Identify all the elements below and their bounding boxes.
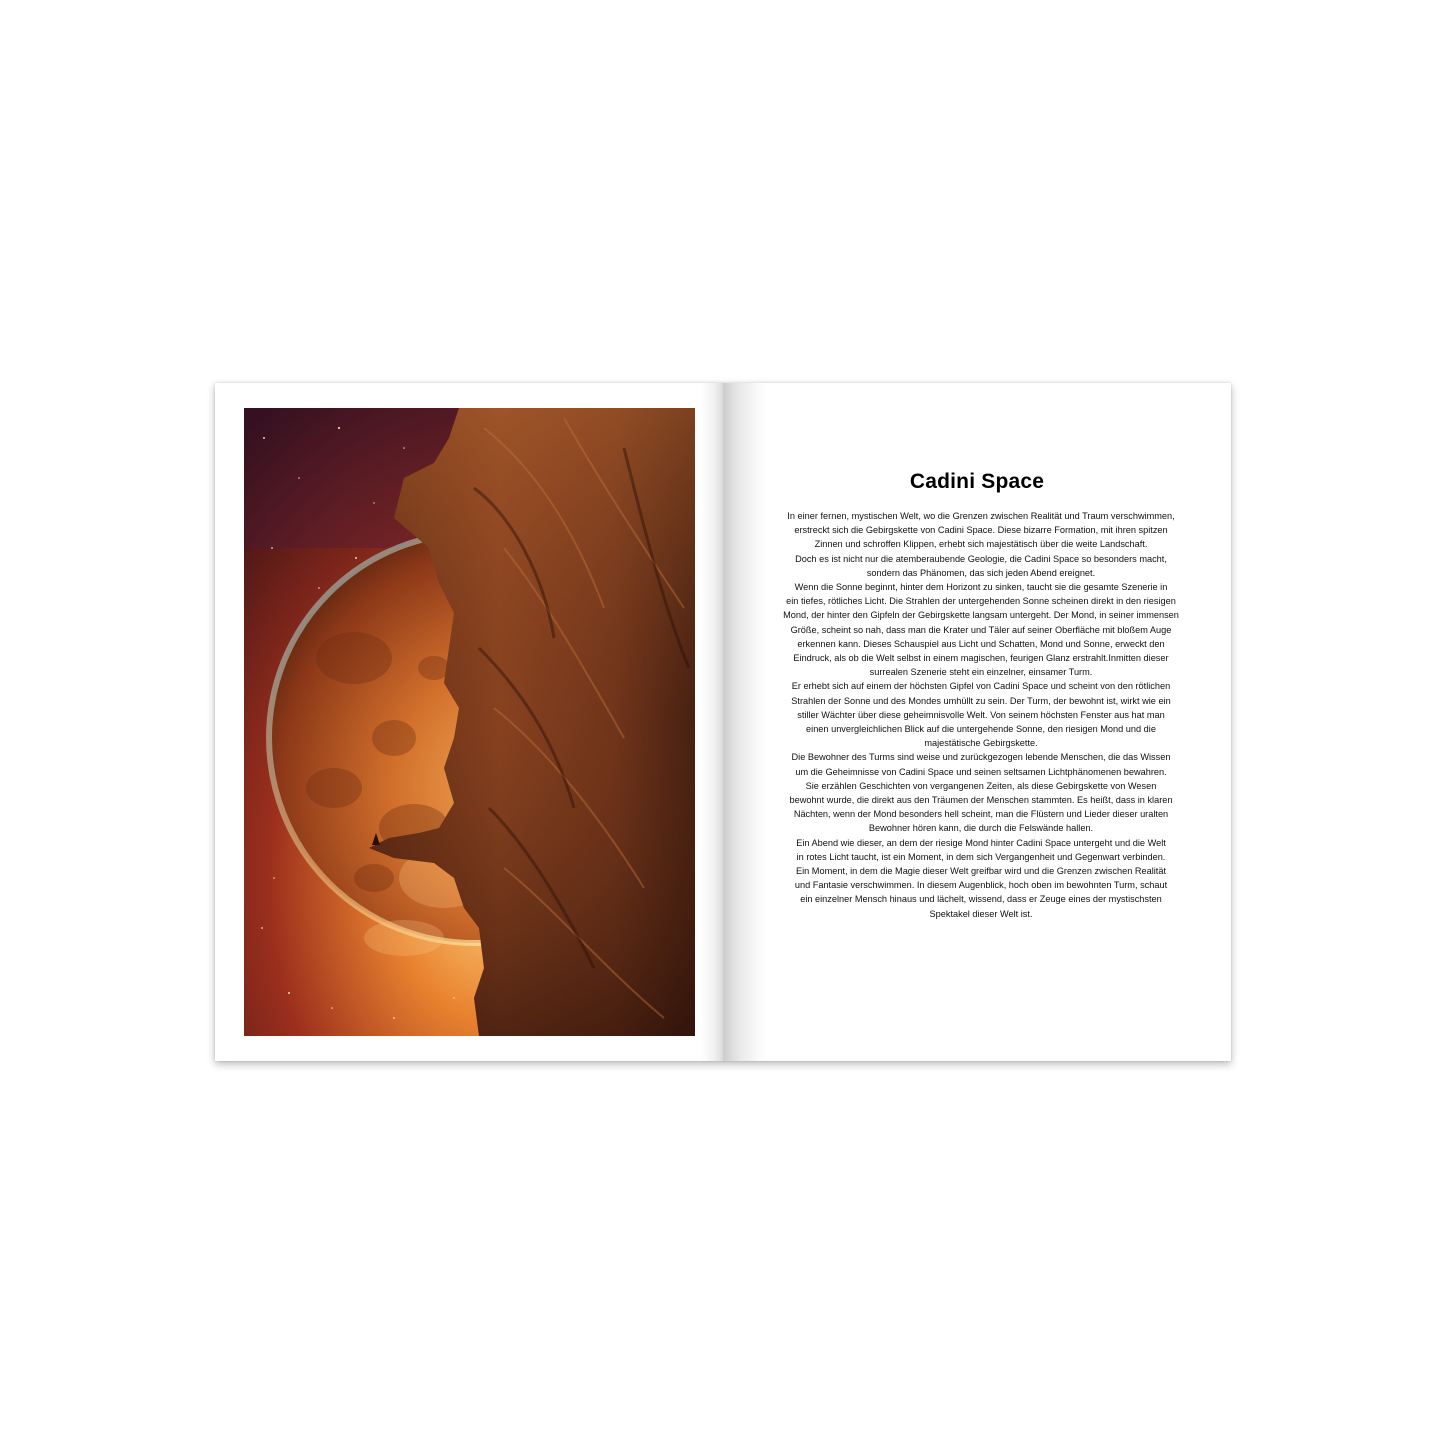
text-line: Ein Moment, in dem die Magie dieser Welt greifbar wird und die Grenzen zwischen Realität [795, 866, 1167, 877]
text-line: erkennen kann. Dieses Schauspiel aus Licht und Schatten, Mond und Sonne, erweckt den [797, 638, 1165, 649]
text-line: Größe, scheint so nah, dass man die Krater und Täler auf seiner Oberfläche mit bloßem Auge [790, 624, 1172, 635]
text-line: Die Bewohner des Turms sind weise und zurückgezogen lebende Menschen, die das Wissen [791, 752, 1171, 763]
text-line: Zinnen und schroffen Klippen, erhebt sich majestätisch über die weite Landschaft. [814, 539, 1148, 550]
text-line: bewohnt wurde, die direkt aus den Träumen der Menschen stammten. Es heißt, dass in klaren [789, 795, 1173, 806]
text-line: majestätische Gebirgskette. [924, 738, 1038, 749]
text-line: um die Geheimnisse von Cadini Space und seinen seltsamen Lichtphänomenen bewahren. [795, 766, 1167, 777]
text-line: und Fantasie verschwimmen. In diesem Augenblick, hoch oben im bewohnten Turm, schaut [794, 880, 1168, 891]
text-line: Spektakel dieser Welt ist. [929, 908, 1033, 919]
text-line: stiller Wächter über diese geheimnisvolle Welt. Von seinem höchsten Fenster aus hat man [797, 709, 1165, 720]
left-page-gutter-shadow [701, 383, 723, 1061]
text-line: Nächten, wenn der Mond besonders hell scheint, man die Flüstern und Lieder dieser uralten [793, 809, 1169, 820]
text-line: Ein Abend wie dieser, an dem der riesige Mond hinter Cadini Space untergeht und die Welt [796, 837, 1166, 848]
moon-landscape-illustration [244, 408, 695, 1036]
text-line: Bewohner hören kann, die durch die Felswände hallen. [868, 823, 1094, 834]
text-line: Strahlen der Sonne und des Mondes umhüllt zu sein. Der Turm, der bewohnt ist, wirkt wie ein [791, 695, 1171, 706]
right-page [723, 383, 1231, 1061]
text-line: Sie erzählen Geschichten von vergangenen Zeiten, als diese Gebirgskette von Wesen [805, 780, 1157, 791]
text-line: erstreckt sich die Gebirgskette von Cadini Space. Diese bizarre Formation, mit ihren spitzen [794, 525, 1168, 536]
page-title: Cadini Space [909, 470, 1045, 493]
text-line: Mond, der hinter den Gipfeln der Gebirgskette langsam untergeht. Der Mond, in seiner immensen [783, 610, 1179, 621]
text-line: Wenn die Sonne beginnt, hinter dem Horizont zu sinken, taucht sie die gesamte Szenerie in [794, 582, 1168, 593]
story-text [771, 509, 1191, 921]
text-line: Er erhebt sich auf einem der höchsten Gipfel von Cadini Space und scheint von den rötlichen [791, 681, 1171, 692]
left-page [215, 383, 723, 1061]
text-line: Doch es ist nicht nur die atemberaubende Geologie, die Cadini Space so besonders macht, [795, 553, 1167, 564]
text-line: sondern das Phänomen, das sich jeden Abend ereignet. [866, 567, 1096, 578]
text-line: surrealen Szenerie steht ein einzelner, einsamer Turm. [869, 667, 1093, 678]
text-line: einen unvergleichlichen Blick auf die untergehende Sonne, den riesigen Mond und die [806, 724, 1156, 735]
text-line: in rotes Licht taucht, ist ein Moment, in dem sich Vergangenheit und Gegenwart verbinden. [796, 851, 1166, 862]
text-line: ein einzelner Mensch hinaus und lächelt, wissend, dass er Zeuge eines der mystischsten [800, 894, 1162, 905]
text-line: Eindruck, als ob die Welt selbst in einem magischen, feurigen Glanz erstrahlt.Inmitten dieser [793, 653, 1169, 664]
text-line: In einer fernen, mystischen Welt, wo die Grenzen zwischen Realität und Traum verschwimmen, [787, 511, 1175, 521]
text-line: ein tiefes, rötliches Licht. Die Strahlen der untergehenden Sonne scheinen direkt in den riesigen [786, 596, 1176, 607]
open-book [215, 383, 1231, 1061]
